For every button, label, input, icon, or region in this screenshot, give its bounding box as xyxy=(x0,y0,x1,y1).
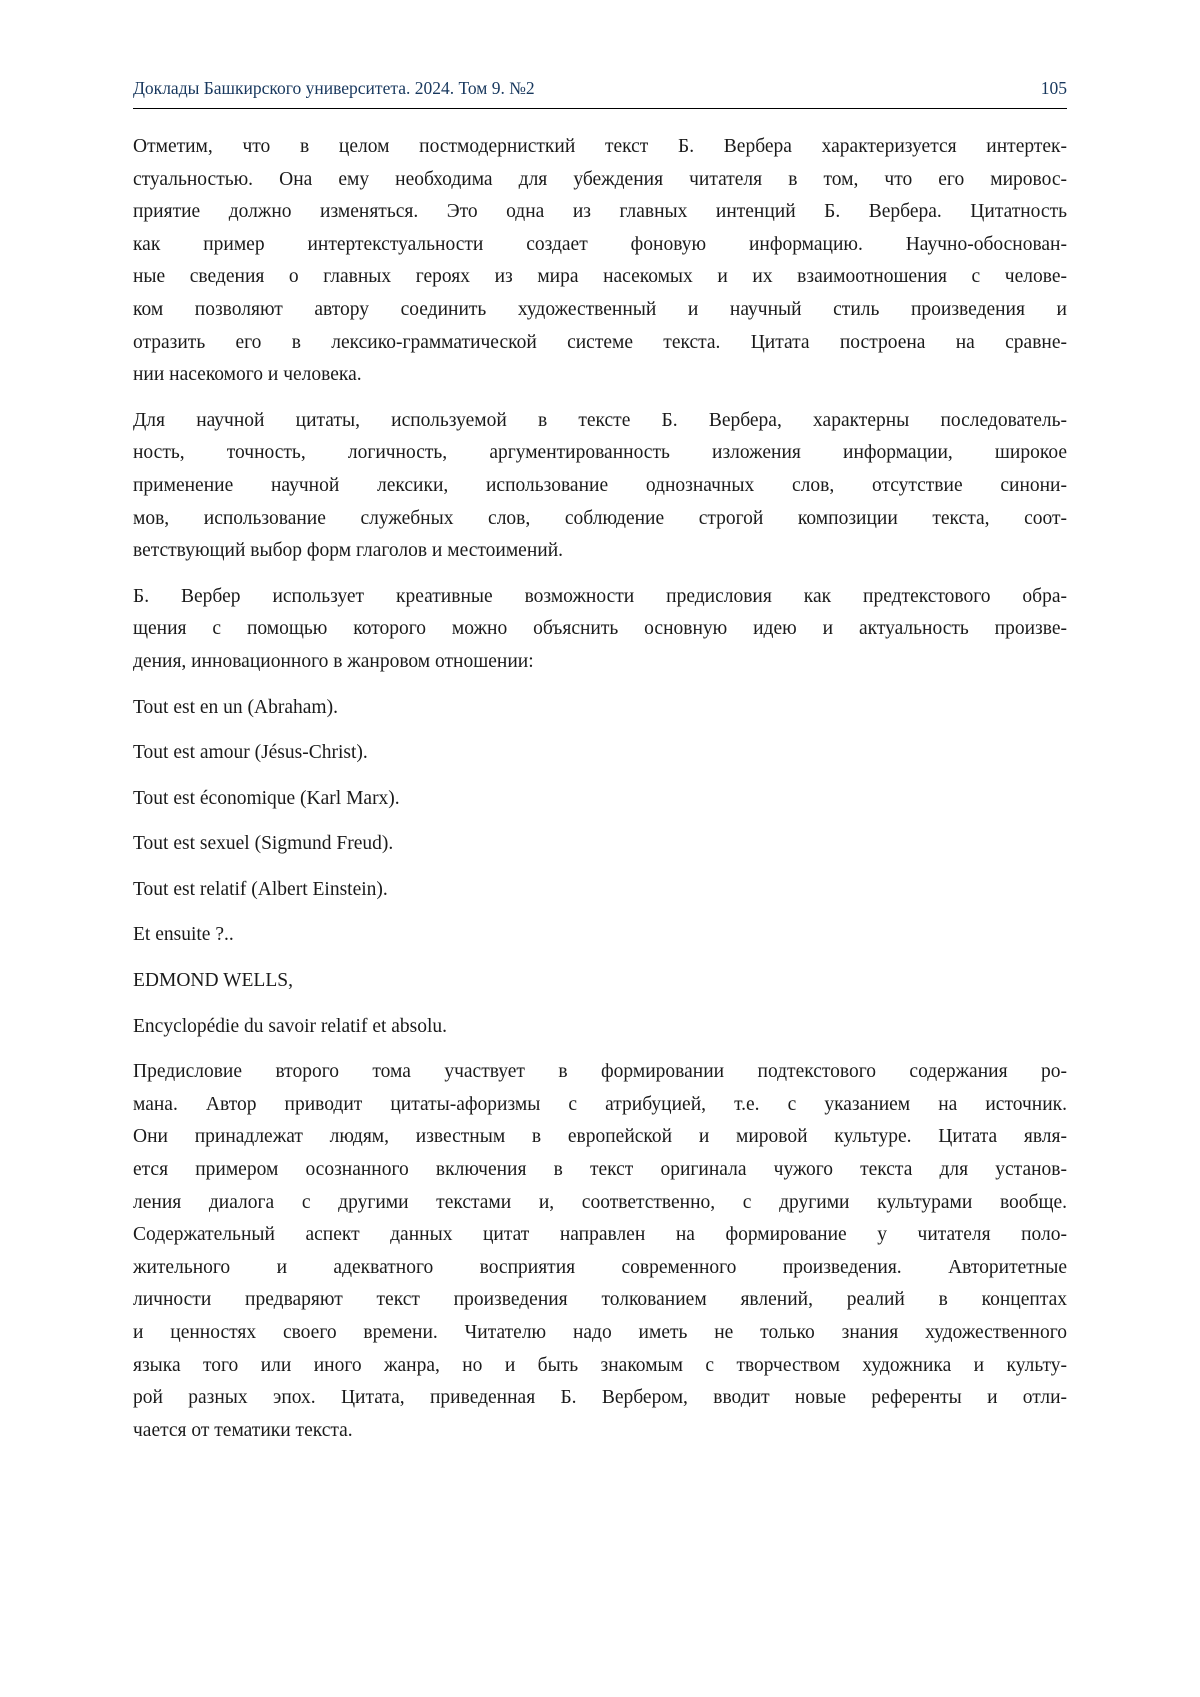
text-line: применение научной лексики, использование однозначных слов, отсутствие синони- xyxy=(133,474,1067,496)
body-paragraph xyxy=(133,581,1067,679)
text-line: приятие должно изменяться. Это одна из главных интенций Б. Вербера. Цитатность xyxy=(133,201,1067,223)
text-line: мов, использование служебных слов, соблюдение строгой композиции текста, соот- xyxy=(133,507,1067,529)
text-line: личности предваряют текст произведения толкованием явлений, реалий в концептах xyxy=(133,1289,1067,1311)
journal-title: Доклады Башкирского университета. 2024. Том 9. №2 xyxy=(133,78,535,98)
text-line: Encyclopédie du savoir relatif et absolu. xyxy=(133,1015,448,1037)
text-line: ные сведения о главных героях из мира насекомых и их взаимоотношения с челове- xyxy=(133,266,1067,288)
document-body xyxy=(133,131,1067,1447)
quote-paragraph xyxy=(133,965,1067,998)
text-line: мана. Автор приводит цитаты-афоризмы с атрибуцией, т.е. с указанием на источник. xyxy=(133,1093,1067,1115)
text-line: Предисловие второго тома участвует в формировании подтекстового содержания ро- xyxy=(133,1061,1067,1083)
text-line: щения с помощью которого можно объяснить основную идею и актуальность произве- xyxy=(133,618,1067,640)
text-line: Tout est économique (Karl Marx). xyxy=(133,787,400,809)
text-line: Б. Вербер использует креативные возможности предисловия как предтекстового обра- xyxy=(133,585,1067,607)
text-line: EDMOND WELLS, xyxy=(133,970,293,992)
text-line: и ценностях своего времени. Читателю надо иметь не только знания художественного xyxy=(133,1322,1067,1343)
quote-paragraph xyxy=(133,828,1067,861)
text-line: Отметим, что в целом постмодернисткий текст Б. Вербера характеризуется интертек- xyxy=(133,136,1067,157)
quote-paragraph xyxy=(133,737,1067,770)
text-line: ком позволяют автору соединить художественный и научный стиль произведения и xyxy=(133,298,1067,320)
text-line: Для научной цитаты, используемой в тексте Б. Вербера, характерны последователь- xyxy=(133,409,1067,431)
quote-paragraph xyxy=(133,783,1067,816)
text-line: как пример интертекстуальности создает фоновую информацию. Научно-обоснован- xyxy=(133,233,1067,255)
text-line: Tout est relatif (Albert Einstein). xyxy=(133,878,388,900)
body-paragraph xyxy=(133,1056,1067,1447)
quote-paragraph xyxy=(133,874,1067,907)
text-line: дения, инновационного в жанровом отношении: xyxy=(133,650,534,672)
quote-paragraph xyxy=(133,1011,1067,1044)
text-line: Tout est sexuel (Sigmund Freud). xyxy=(133,833,394,855)
text-line: Tout est en un (Abraham). xyxy=(133,696,338,718)
text-line: жительного и адекватного восприятия современного произведения. Авторитетные xyxy=(133,1256,1067,1278)
text-line: Et ensuite ?.. xyxy=(133,924,234,946)
quote-paragraph xyxy=(133,919,1067,952)
text-line: Они принадлежат людям, известным в европейской и мировой культуре. Цитата явля- xyxy=(133,1126,1067,1148)
text-line: языка того или иного жанра, но и быть знакомым с творчеством художника и культу- xyxy=(133,1354,1067,1376)
text-line: Tout est amour (Jésus-Christ). xyxy=(133,742,368,764)
text-line: чается от тематики текста. xyxy=(133,1419,353,1441)
quote-paragraph xyxy=(133,692,1067,725)
text-line: нии насекомого и человека. xyxy=(133,364,362,386)
text-line: рой разных эпох. Цитата, приведенная Б. Вербером, вводит новые референты и отли- xyxy=(133,1387,1067,1409)
body-paragraph xyxy=(133,405,1067,568)
text-line: Содержательный аспект данных цитат направлен на формирование у читателя поло- xyxy=(133,1224,1067,1246)
text-line: отразить его в лексико-грамматической системе текста. Цитата построена на сравне- xyxy=(133,331,1067,353)
text-line: ется примером осознанного включения в текст оригинала чужого текста для установ- xyxy=(133,1159,1067,1181)
text-line: ветствующий выбор форм глаголов и местоимений. xyxy=(133,540,563,562)
body-paragraph xyxy=(133,131,1067,392)
text-line: ность, точность, логичность, аргументированность изложения информации, широкое xyxy=(133,442,1067,464)
page-number: 105 xyxy=(1040,78,1067,98)
text-line: ления диалога с другими текстами и, соответственно, с другими культурами вообще. xyxy=(133,1191,1067,1213)
page-header xyxy=(133,78,1067,108)
header-divider xyxy=(133,108,1067,109)
text-line: стуальностью. Она ему необходима для убеждения читателя в том, что его мировос- xyxy=(133,168,1067,190)
